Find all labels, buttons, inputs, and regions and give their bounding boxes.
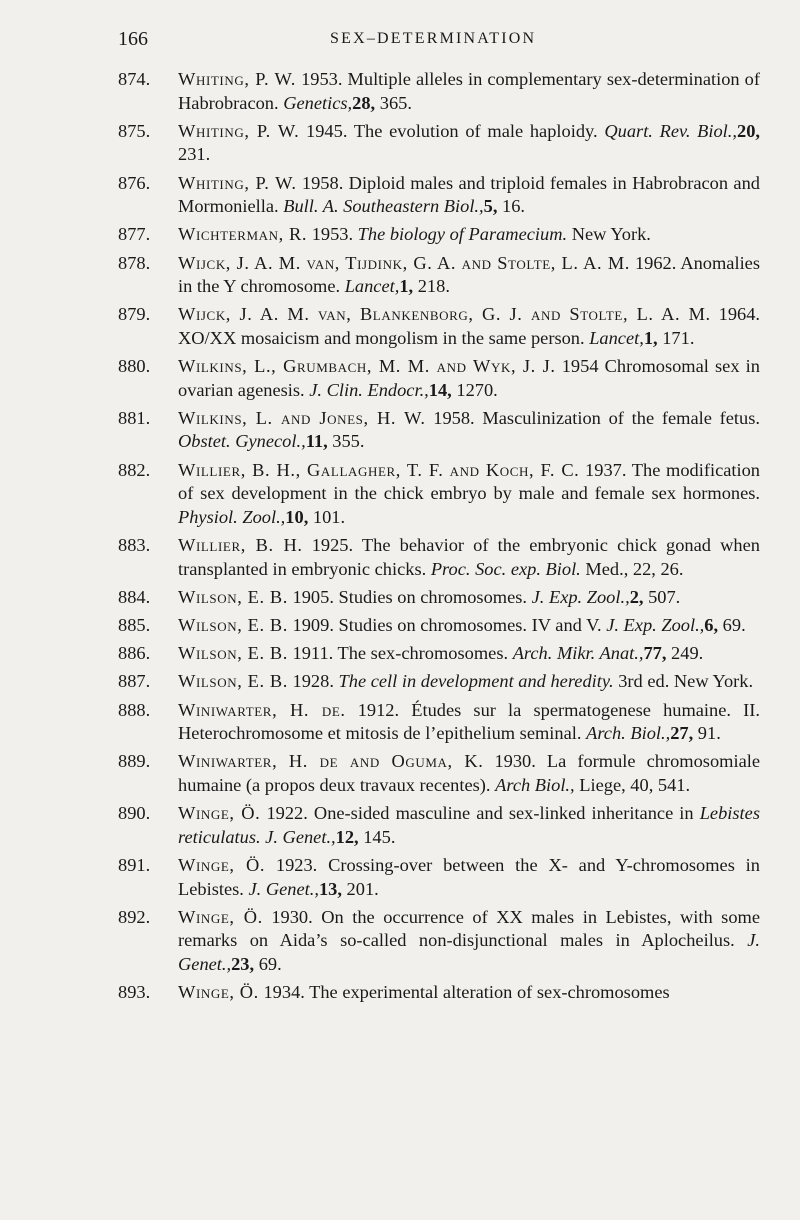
reference-authors: Wilson, E. B.	[178, 615, 288, 635]
reference-authors: Whiting, P. W.	[178, 69, 296, 89]
reference-pages: 69.	[254, 953, 282, 974]
reference-text: 1923. Crossing-over between the X- and Y-chromosomes in Lebistes.	[178, 854, 760, 899]
reference-journal: Proc. Soc. exp. Biol.	[430, 558, 581, 579]
reference-volume: 27,	[670, 723, 694, 744]
reference-entry	[118, 854, 760, 901]
reference-journal: J. Genet.,	[248, 878, 319, 899]
reference-text: 1958. Masculinization of the female fetus.	[425, 407, 760, 428]
reference-authors: Whiting, P. W.	[178, 120, 300, 141]
page-header	[118, 28, 758, 58]
reference-authors: Willier, B. H., Gallagher, T. F. and Koch, F. C.	[178, 459, 580, 480]
reference-volume: 77,	[643, 643, 667, 664]
reference-authors: Winge, Ö.	[178, 982, 259, 1003]
reference-volume: 11,	[305, 431, 328, 452]
reference-pages: 507.	[643, 586, 681, 607]
reference-authors: Winiwarter, H. de.	[178, 699, 346, 720]
reference-authors: Wilson, E. B.	[178, 586, 288, 607]
reference-text: 1911. The sex-chromosomes.	[287, 643, 513, 664]
reference-entry	[118, 534, 760, 581]
reference-entry	[118, 670, 760, 694]
reference-pages: 249.	[666, 643, 704, 664]
reference-entry	[118, 252, 760, 299]
reference-entry	[118, 699, 760, 746]
reference-entry	[118, 68, 760, 115]
reference-volume: 1,	[643, 327, 658, 348]
reference-number: 878.	[118, 252, 151, 273]
reference-number: 880.	[118, 356, 151, 377]
reference-text: 1954 Chromosomal sex in ovarian agenesis.	[178, 356, 760, 400]
reference-text: 1925. The behavior of the embryonic chick gonad when transplanted in embryonic chicks.	[178, 535, 760, 579]
reference-volume: 28,	[352, 92, 376, 113]
reference-pages: 355.	[327, 431, 365, 452]
reference-entry	[118, 120, 760, 167]
reference-number: 889.	[118, 751, 151, 772]
reference-authors: Wilkins, L., Grumbach, M. M. and Wyk, J. J.	[178, 356, 556, 377]
reference-pages: Liege, 40, 541.	[574, 774, 691, 795]
reference-pages: 218.	[413, 276, 450, 297]
reference-volume: 23,	[231, 953, 255, 974]
reference-text: 1909. Studies on chromosomes. IV and V.	[287, 615, 607, 635]
reference-number: 885.	[118, 615, 151, 635]
reference-entry	[118, 355, 760, 402]
reference-number: 883.	[118, 535, 151, 556]
reference-number: 884.	[118, 586, 151, 607]
reference-journal: Quart. Rev. Biol.,	[604, 120, 737, 141]
reference-journal: Obstet. Gynecol.,	[178, 431, 306, 452]
reference-journal: Genetics,	[283, 92, 353, 113]
reference-number: 886.	[118, 643, 151, 664]
reference-text: 1958. Diploid males and triploid females in Habrobracon and Mormoniella.	[178, 172, 760, 217]
reference-entry	[118, 223, 760, 247]
reference-entry	[118, 642, 760, 666]
reference-number: 876.	[118, 172, 151, 193]
reference-entry	[118, 906, 760, 977]
page-number: 166	[118, 28, 148, 50]
reference-pages: 3rd ed. New York.	[613, 671, 754, 692]
reference-pages: New York.	[567, 224, 651, 245]
reference-number: 888.	[118, 699, 151, 720]
reference-volume: 13,	[318, 878, 342, 899]
reference-number: 892.	[118, 906, 151, 927]
reference-authors: Wichterman, R.	[178, 224, 308, 245]
reference-pages: 91.	[693, 723, 721, 744]
reference-number: 890.	[118, 803, 151, 824]
reference-pages: 171.	[657, 327, 695, 348]
reference-number: 887.	[118, 671, 151, 692]
reference-authors: Wilson, E. B.	[178, 671, 288, 692]
reference-pages: Med., 22, 26.	[580, 558, 684, 579]
reference-authors: Wilkins, L. and Jones, H. W.	[178, 407, 426, 428]
reference-authors: Whiting, P. W.	[178, 172, 297, 193]
running-head: SEX–DETERMINATION	[330, 30, 537, 47]
reference-number: 882.	[118, 459, 151, 480]
reference-authors: Winge, Ö.	[178, 906, 263, 927]
reference-journal: Physiol. Zool.,	[178, 506, 286, 527]
reference-text: 1912. Études sur la spermatogenese humaine. II. Heterochromosome et mitosis de l’epithelium seminal.	[178, 699, 760, 744]
reference-number: 891.	[118, 854, 151, 875]
reference-pages: 69.	[718, 615, 746, 635]
reference-entry	[118, 750, 760, 797]
reference-authors: Winiwarter, H. de and Oguma, K.	[178, 751, 484, 772]
reference-entry	[118, 981, 760, 1005]
reference-number: 875.	[118, 120, 151, 141]
reference-number: 879.	[118, 304, 151, 325]
reference-text: 1922. One-sided masculine and sex-linked inheritance in	[260, 803, 700, 824]
reference-entry	[118, 586, 760, 610]
reference-text: 1953.	[307, 224, 358, 245]
reference-pages: 365.	[375, 92, 412, 113]
reference-pages: 201.	[341, 878, 379, 899]
reference-authors: Winge, Ö.	[178, 803, 261, 824]
reference-authors: Winge, Ö.	[178, 854, 266, 875]
reference-volume: 2,	[629, 586, 644, 607]
reference-journal: Arch. Biol.,	[586, 723, 671, 744]
reference-text: 1962. Anomalies in the Y chromosome.	[178, 252, 760, 297]
reference-pages: 1270.	[451, 379, 498, 400]
reference-journal: J. Exp. Zool.,	[531, 586, 630, 607]
reference-text: 1945. The evolution of male haploidy.	[299, 120, 605, 141]
reference-entry	[118, 802, 760, 849]
reference-authors: Wijck, J. A. M. van, Blankenborg, G. J. and Stolte, L. A. M.	[178, 304, 711, 325]
reference-pages: 145.	[358, 826, 396, 847]
reference-journal: Arch. Mikr. Anat.,	[512, 643, 644, 664]
reference-entry	[118, 459, 760, 530]
reference-entry	[118, 172, 760, 219]
reference-text: 1905. Studies on chromosomes.	[287, 586, 532, 607]
reference-journal: The biology of Paramecium.	[357, 224, 568, 245]
reference-journal: J. Genet.,	[178, 930, 760, 974]
reference-authors: Wilson, E. B.	[178, 643, 288, 664]
reference-text: 1953. Multiple alleles in complementary sex-determination of Habrobracon.	[178, 69, 760, 113]
reference-volume: 12,	[335, 826, 359, 847]
reference-number: 874.	[118, 69, 151, 89]
reference-volume: 14,	[428, 379, 452, 400]
reference-text: 1928.	[287, 671, 339, 692]
reference-text: 1930. La formule chromosomiale humaine (a propos deux travaux recentes).	[178, 751, 761, 795]
reference-volume: 1,	[399, 276, 414, 297]
reference-pages: 101.	[308, 506, 346, 527]
reference-authors: Wijck, J. A. M. van, Tijdink, G. A. and Stolte, L. A. M.	[178, 252, 630, 273]
reference-journal: Lancet,	[589, 327, 644, 348]
reference-journal: J. Clin. Endocr.,	[309, 379, 429, 400]
reference-journal: The cell in development and heredity.	[338, 671, 614, 692]
reference-text: 1930. On the occurrence of XX males in Lebistes, with some remarks on Aida’s so-called non-disjunctional males in Aplocheilus.	[178, 906, 760, 951]
reference-journal: Bull. A. Southeastern Biol.,	[283, 196, 484, 217]
reference-journal: J. Exp. Zool.,	[606, 615, 705, 635]
reference-authors: Willier, B. H.	[178, 535, 303, 556]
reference-volume: 5,	[483, 196, 498, 217]
reference-volume: 10,	[285, 506, 309, 527]
reference-volume: 6,	[704, 615, 719, 635]
reference-volume: 20,	[737, 120, 760, 141]
reference-pages: 16.	[497, 196, 526, 217]
reference-entry	[118, 614, 760, 638]
reference-text: 1964. XO/XX mosaicism and mongolism in the same person.	[178, 304, 761, 348]
reference-pages: 231.	[178, 144, 211, 165]
reference-entry	[118, 303, 760, 350]
reference-journal: Lancet,	[344, 276, 400, 297]
reference-journal: Arch Biol.,	[495, 774, 575, 795]
reference-journal: Lebistes reticulatus. J. Genet.,	[178, 803, 760, 847]
reference-number: 893.	[118, 982, 151, 1003]
reference-text: 1937. The modification of sex development in the chick embryo by male and female sex hormones.	[178, 459, 761, 504]
reference-text: 1934. The experimental alteration of sex-chromosomes	[258, 982, 670, 1003]
reference-entry	[118, 407, 760, 454]
reference-list	[118, 68, 760, 1009]
reference-number: 881.	[118, 407, 151, 428]
reference-number: 877.	[118, 224, 151, 245]
